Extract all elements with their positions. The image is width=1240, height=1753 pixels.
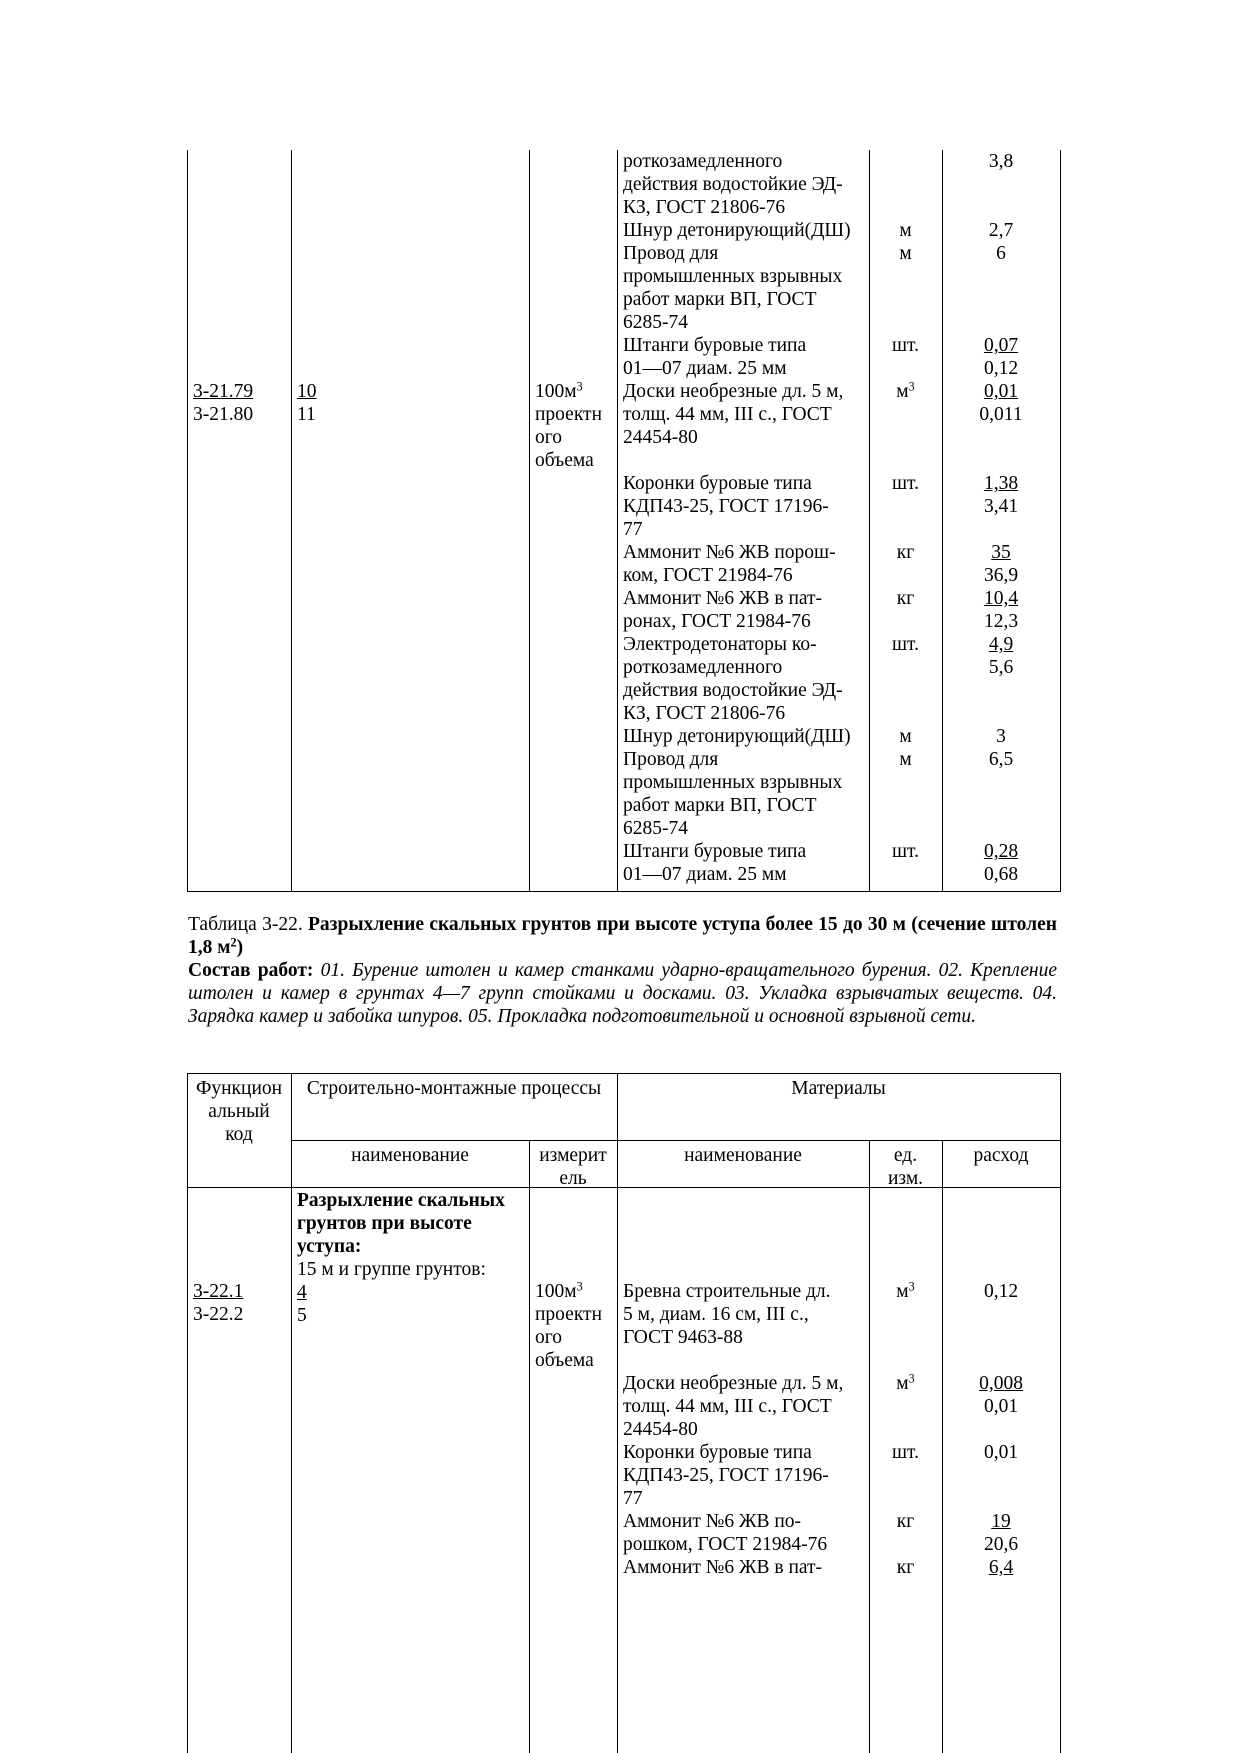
material-unit: м <box>899 220 912 241</box>
work-composition-label: Состав работ: <box>188 960 314 981</box>
measure-unit: проектн <box>535 404 603 425</box>
material-amount: 4,9 <box>988 634 1014 655</box>
material-unit: шт. <box>892 1442 919 1463</box>
material-amount: 0,01 <box>983 1396 1019 1417</box>
material-unit: кг <box>896 1511 915 1532</box>
function-code: 3-22.1 <box>193 1281 244 1302</box>
process-cell <box>297 380 525 426</box>
measure-unit: объема <box>535 450 594 471</box>
function-code-cell <box>193 380 288 426</box>
material-unit: шт. <box>892 473 919 494</box>
table-border <box>291 1140 1061 1141</box>
table-border <box>869 150 870 892</box>
function-code: 3-21.79 <box>193 381 254 402</box>
material-amount: 0,28 <box>983 841 1019 862</box>
work-composition-text: 01. Бурение штолен и камер станками ударно-вращательного бурения. 02. Крепление штолен и камер в грунтах 4—7 групп стойками и досками. 03. Укладка взрывчатых веществ. 04. Зарядка камер и забойка шпуров. 05. Прокладка подготовительной и основной взрывной сети. <box>188 960 1058 1027</box>
table-border <box>1060 150 1061 892</box>
header-function-code: Функцион альный код <box>195 1078 283 1145</box>
material-unit: м <box>899 726 912 747</box>
material-amount: 6,4 <box>988 1557 1014 1578</box>
table-caption <box>188 913 1057 959</box>
table-border <box>187 891 1061 892</box>
material-amount: 36,9 <box>983 565 1019 586</box>
table-border <box>869 1140 870 1753</box>
table-border <box>291 150 292 892</box>
material-name: Аммонит №6 ЖВ в пат- ронах, ГОСТ 21984-76 <box>623 588 823 632</box>
material-amounts <box>944 1280 1058 1579</box>
measure-unit: 100м <box>535 1281 577 1302</box>
process-value: 5 <box>297 1305 307 1326</box>
material-name: Аммонит №6 ЖВ по- рошком, ГОСТ 21984-76 <box>623 1511 828 1555</box>
material-amount: 20,6 <box>983 1534 1019 1555</box>
material-name: Коронки буровые типа КДП43-25, ГОСТ 17196- 77 <box>623 473 829 540</box>
material-unit: кг <box>896 542 915 563</box>
measure-cell <box>535 1280 615 1372</box>
material-name: Бревна строительные дл. 5 м, диам. 16 см, III с., ГОСТ 9463-88 <box>623 1281 831 1348</box>
material-name: Доски необрезные дл. 5 м, толщ. 44 мм, III с., ГОСТ 24454-80 <box>623 1373 844 1440</box>
material-amount: 2,7 <box>988 220 1014 241</box>
material-unit: м <box>899 749 912 770</box>
header-unit: ед. изм. <box>887 1145 924 1189</box>
header-amount: расход <box>973 1145 1029 1166</box>
measure-unit: проектн <box>535 1304 603 1325</box>
material-amounts <box>944 150 1058 886</box>
material-amount: 12,3 <box>983 611 1019 632</box>
header-materials: Материалы <box>791 1078 886 1099</box>
measure-unit: ого <box>535 1327 563 1348</box>
material-unit: шт. <box>892 634 919 655</box>
material-unit: шт. <box>892 335 919 356</box>
material-unit-sup: 3 <box>908 1371 915 1386</box>
table-title: Разрыхление скальных грунтов при высоте уступа более 15 до 30 м (сечение штолен 1,8 $м^2$) <box>188 914 1058 958</box>
material-amount: 0,12 <box>983 1281 1019 1302</box>
measure-unit: ого <box>535 427 563 448</box>
material-amount: 3 <box>996 726 1006 747</box>
material-amount: 5,6 <box>988 657 1014 678</box>
material-unit-sup: 3 <box>908 379 915 394</box>
material-amount: 1,38 <box>983 473 1019 494</box>
material-name: Коронки буровые типа КДП43-25, ГОСТ 17196- 77 <box>623 1442 829 1509</box>
material-name: Провод для промышленных взрывных работ марки ВП, ГОСТ 6285-74 <box>623 243 843 333</box>
material-name: Провод для промышленных взрывных работ марки ВП, ГОСТ 6285-74 <box>623 749 843 839</box>
header-material-name: наименование <box>684 1145 802 1166</box>
table-border <box>617 1073 618 1753</box>
table-border <box>187 1073 1061 1074</box>
table-border <box>291 1073 292 1753</box>
material-unit: м <box>896 1373 909 1394</box>
material-names <box>623 1280 866 1579</box>
material-name: Шнур детонирующий(ДШ) <box>623 220 851 241</box>
table-border <box>942 1140 943 1753</box>
table-number: Таблица 3-22. <box>188 914 303 935</box>
material-amount: 0,68 <box>983 864 1019 885</box>
material-amount: 0,01 <box>983 1442 1019 1463</box>
material-units <box>871 1280 940 1579</box>
table-border <box>942 150 943 892</box>
process-value: 10 <box>297 381 317 402</box>
material-names <box>623 150 866 886</box>
material-unit: кг <box>896 588 915 609</box>
process-cell <box>297 1189 525 1327</box>
table-border <box>1060 1073 1061 1753</box>
material-amount: 0,12 <box>983 358 1019 379</box>
process-value: 11 <box>297 404 316 425</box>
header-process-name: наименование <box>351 1145 469 1166</box>
material-name: Штанги буровые типа 01—07 диам. 25 мм <box>623 335 807 379</box>
process-value: 4 <box>297 1282 307 1303</box>
material-amount: 6 <box>996 243 1006 264</box>
material-amount: 0,01 <box>983 381 1019 402</box>
material-name: Аммонит №6 ЖВ в пат- <box>623 1557 823 1578</box>
material-amount: 19 <box>991 1511 1011 1532</box>
table-border <box>617 150 618 892</box>
work-composition <box>188 959 1057 1028</box>
measure-unit-sup: 3 <box>576 379 583 394</box>
table-border <box>187 150 188 892</box>
process-subtitle: 15 м и группе грунтов: <box>297 1259 486 1280</box>
process-title: Разрыхление скальных грунтов при высоте уступа: <box>297 1190 505 1257</box>
function-code: 3-22.2 <box>193 1304 244 1325</box>
material-amount: 35 <box>991 542 1011 563</box>
material-amount: 3,41 <box>983 496 1019 517</box>
material-name: Электродетонаторы ко- роткозамедленного действия водостойкие ЭД- КЗ, ГОСТ 21806-76 <box>623 634 843 724</box>
material-units <box>871 150 940 863</box>
material-unit: кг <box>896 1557 915 1578</box>
material-amount: 0,011 <box>979 404 1023 425</box>
material-name: Доски необрезные дл. 5 м, толщ. 44 мм, III с., ГОСТ 24454-80 <box>623 381 844 448</box>
material-unit-sup: 3 <box>908 1279 915 1294</box>
material-unit: м <box>896 381 909 402</box>
material-amount: 10,4 <box>983 588 1019 609</box>
header-processes: Строительно-монтажные процессы <box>306 1078 602 1099</box>
measure-unit-sup: 3 <box>576 1279 583 1294</box>
material-name: Шнур детонирующий(ДШ) <box>623 726 851 747</box>
table-border <box>187 1073 188 1753</box>
material-unit: м <box>896 1281 909 1302</box>
function-code-cell <box>193 1280 288 1326</box>
material-name: Аммонит №6 ЖВ порош- ком, ГОСТ 21984-76 <box>623 542 836 586</box>
material-amount: 0,008 <box>979 1373 1023 1394</box>
material-unit: м <box>899 243 912 264</box>
material-name: Штанги буровые типа 01—07 диам. 25 мм <box>623 841 807 885</box>
measure-cell <box>535 380 615 472</box>
measure-unit: объема <box>535 1350 594 1371</box>
material-unit: шт. <box>892 841 919 862</box>
function-code: 3-21.80 <box>193 404 254 425</box>
measure-unit: 100м <box>535 381 577 402</box>
material-amount: 3,8 <box>988 151 1014 172</box>
material-amount: 6,5 <box>988 749 1014 770</box>
material-amount: 0,07 <box>983 335 1019 356</box>
table-border <box>529 1140 530 1753</box>
material-name: роткозамедленного действия водостойкие ЭД- КЗ, ГОСТ 21806-76 <box>623 151 843 218</box>
table-border <box>529 150 530 892</box>
header-meter: измерит ель <box>539 1145 607 1189</box>
